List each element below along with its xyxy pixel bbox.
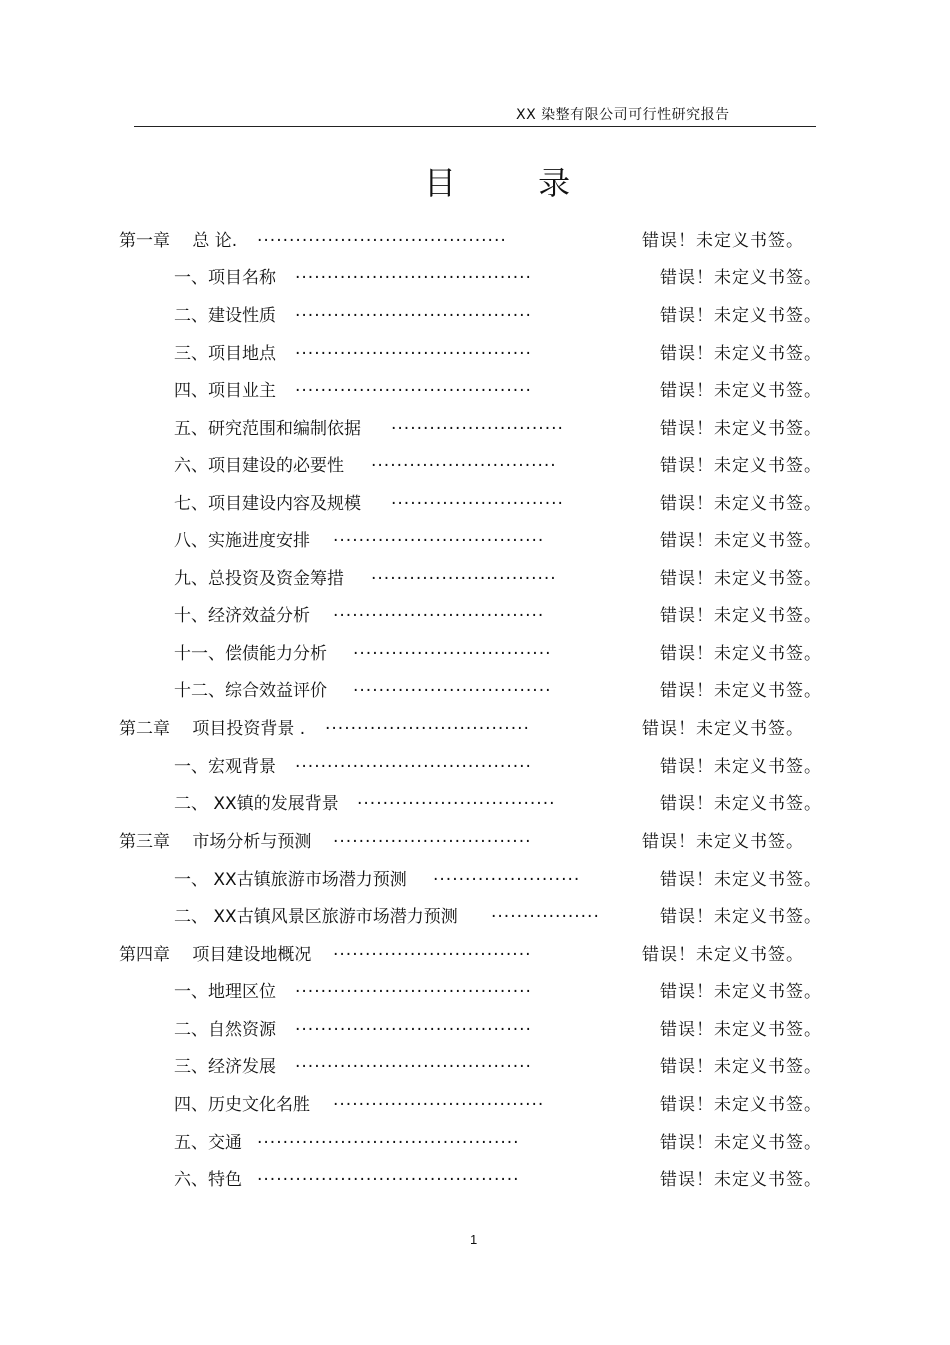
toc-page-reference: 错误！未定义书签。 — [660, 870, 822, 890]
toc-section-entry[interactable] — [174, 263, 822, 288]
toc-title: 目 录 — [424, 164, 607, 202]
toc-entry-label: 第二章 项目投资背景 . — [119, 719, 306, 739]
toc-dot-leader: ............................... — [333, 827, 532, 847]
toc-section-entry[interactable] — [174, 789, 822, 814]
toc-page-reference: 错误！未定义书签。 — [660, 494, 822, 514]
toc-page-reference: 错误！未定义书签。 — [660, 1020, 822, 1040]
toc-entry-label: 三、项目地点 — [174, 344, 276, 364]
toc-dot-leader: ......................................... — [257, 1165, 520, 1185]
toc-entry-label: 三、经济发展 — [174, 1057, 276, 1077]
toc-dot-leader: ..................................... — [295, 263, 532, 283]
toc-entry-label: 五、研究范围和编制依据 — [174, 419, 361, 439]
toc-entry-label: 第一章 总 论. — [119, 231, 238, 251]
toc-section-entry[interactable] — [174, 1128, 822, 1153]
toc-entry-label: 十一、偿债能力分析 — [174, 644, 327, 664]
toc-page-reference: 错误！未定义书签。 — [660, 1057, 822, 1077]
page-number: 1 — [470, 1232, 478, 1247]
toc-chapter-entry[interactable] — [119, 714, 816, 738]
toc-entry-label: 四、项目业主 — [174, 381, 276, 401]
toc-section-entry[interactable] — [174, 376, 822, 401]
toc-page-reference: 错误！未定义书签。 — [642, 719, 804, 739]
toc-section-entry[interactable] — [174, 1090, 822, 1115]
toc-entry-label: 二、 XX镇的发展背景 — [174, 794, 339, 814]
toc-dot-leader: ............................... — [353, 676, 552, 696]
toc-entry-label: 九、总投资及资金筹措 — [174, 569, 344, 589]
toc-section-entry[interactable] — [174, 301, 822, 326]
running-header: XX 染整有限公司可行性研究报告 — [516, 107, 730, 123]
toc-page-reference: 错误！未定义书签。 — [660, 344, 822, 364]
toc-entry-label: 六、项目建设的必要性 — [174, 456, 344, 476]
toc-page-reference: 错误！未定义书签。 — [660, 531, 822, 551]
toc-section-entry[interactable] — [174, 451, 822, 476]
toc-section-entry[interactable] — [174, 339, 822, 364]
toc-dot-leader: ..................................... — [295, 376, 532, 396]
toc-entry-label: 四、历史文化名胜 — [174, 1095, 310, 1115]
toc-section-entry[interactable] — [174, 489, 822, 514]
toc-dot-leader: ............................. — [371, 564, 557, 584]
toc-section-entry[interactable] — [174, 1165, 822, 1190]
toc-dot-leader: ..................................... — [295, 977, 532, 997]
toc-chapter-entry[interactable] — [119, 827, 816, 851]
toc-dot-leader: ............................... — [357, 789, 556, 809]
toc-dot-leader: ..................................... — [295, 301, 532, 321]
toc-dot-leader: ........................... — [391, 414, 564, 434]
toc-page-reference: 错误！未定义书签。 — [660, 419, 822, 439]
toc-dot-leader: ............................... — [353, 639, 552, 659]
toc-entry-label: 六、特色 — [174, 1170, 242, 1190]
toc-section-entry[interactable] — [174, 564, 822, 589]
toc-entry-label: 一、 XX古镇旅游市场潜力预测 — [174, 870, 407, 890]
toc-dot-leader: ..................................... — [295, 339, 532, 359]
toc-entry-label: 一、宏观背景 — [174, 757, 276, 777]
toc-page-reference: 错误！未定义书签。 — [660, 907, 822, 927]
toc-dot-leader: ................................. — [333, 601, 545, 621]
toc-section-entry[interactable] — [174, 865, 822, 890]
toc-chapter-entry[interactable] — [119, 940, 816, 964]
toc-entry-label: 一、地理区位 — [174, 982, 276, 1002]
toc-dot-leader: ............................... — [333, 940, 532, 960]
toc-section-entry[interactable] — [174, 639, 822, 664]
toc-dot-leader: ................. — [491, 902, 600, 922]
toc-dot-leader: ................................. — [333, 526, 545, 546]
toc-dot-leader: ................................. — [333, 1090, 545, 1110]
toc-section-entry[interactable] — [174, 526, 822, 551]
toc-entry-label: 十、经济效益分析 — [174, 606, 310, 626]
header-rule — [134, 126, 816, 127]
toc-page-reference: 错误！未定义书签。 — [660, 306, 822, 326]
toc-entry-label: 第四章 项目建设地概况 — [119, 945, 312, 965]
toc-entry-label: 二、自然资源 — [174, 1020, 276, 1040]
toc-page-reference: 错误！未定义书签。 — [660, 1095, 822, 1115]
toc-dot-leader: ....................................... — [257, 226, 507, 246]
toc-section-entry[interactable] — [174, 752, 822, 777]
toc-page-reference: 错误！未定义书签。 — [660, 757, 822, 777]
toc-page-reference: 错误！未定义书签。 — [660, 794, 822, 814]
toc-page-reference: 错误！未定义书签。 — [660, 456, 822, 476]
toc-entry-label: 二、建设性质 — [174, 306, 276, 326]
toc-chapter-entry[interactable] — [119, 226, 816, 250]
toc-entry-label: 八、实施进度安排 — [174, 531, 310, 551]
toc-entry-label: 第三章 市场分析与预测 — [119, 832, 312, 852]
toc-section-entry[interactable] — [174, 414, 822, 439]
toc-dot-leader: ..................................... — [295, 752, 532, 772]
toc-section-entry[interactable] — [174, 601, 822, 626]
toc-dot-leader: ................................ — [325, 714, 530, 734]
toc-section-entry[interactable] — [174, 1052, 822, 1077]
toc-dot-leader: ..................................... — [295, 1052, 532, 1072]
toc-page-reference: 错误！未定义书签。 — [642, 832, 804, 852]
toc-page-reference: 错误！未定义书签。 — [660, 606, 822, 626]
toc-dot-leader: ............................. — [371, 451, 557, 471]
toc-entry-label: 十二、综合效益评价 — [174, 681, 327, 701]
toc-section-entry[interactable] — [174, 1015, 822, 1040]
toc-page-reference: 错误！未定义书签。 — [660, 1170, 822, 1190]
toc-page-reference: 错误！未定义书签。 — [660, 681, 822, 701]
toc-page-reference: 错误！未定义书签。 — [660, 268, 822, 288]
toc-page-reference: 错误！未定义书签。 — [642, 231, 804, 251]
toc-page-reference: 错误！未定义书签。 — [660, 1133, 822, 1153]
toc-page-reference: 错误！未定义书签。 — [660, 569, 822, 589]
toc-section-entry[interactable] — [174, 977, 822, 1002]
toc-page-reference: 错误！未定义书签。 — [642, 945, 804, 965]
toc-page-reference: 错误！未定义书签。 — [660, 982, 822, 1002]
toc-entry-label: 一、项目名称 — [174, 268, 276, 288]
toc-entry-label: 七、项目建设内容及规模 — [174, 494, 361, 514]
toc-dot-leader: ......................................... — [257, 1128, 520, 1148]
toc-dot-leader: ....................... — [433, 865, 581, 885]
toc-dot-leader: ........................... — [391, 489, 564, 509]
toc-entry-label: 五、交通 — [174, 1133, 242, 1153]
toc-section-entry[interactable] — [174, 902, 822, 927]
toc-dot-leader: ..................................... — [295, 1015, 532, 1035]
toc-page-reference: 错误！未定义书签。 — [660, 381, 822, 401]
toc-entry-label: 二、 XX古镇风景区旅游市场潜力预测 — [174, 907, 458, 927]
toc-page-reference: 错误！未定义书签。 — [660, 644, 822, 664]
toc-section-entry[interactable] — [174, 676, 822, 701]
